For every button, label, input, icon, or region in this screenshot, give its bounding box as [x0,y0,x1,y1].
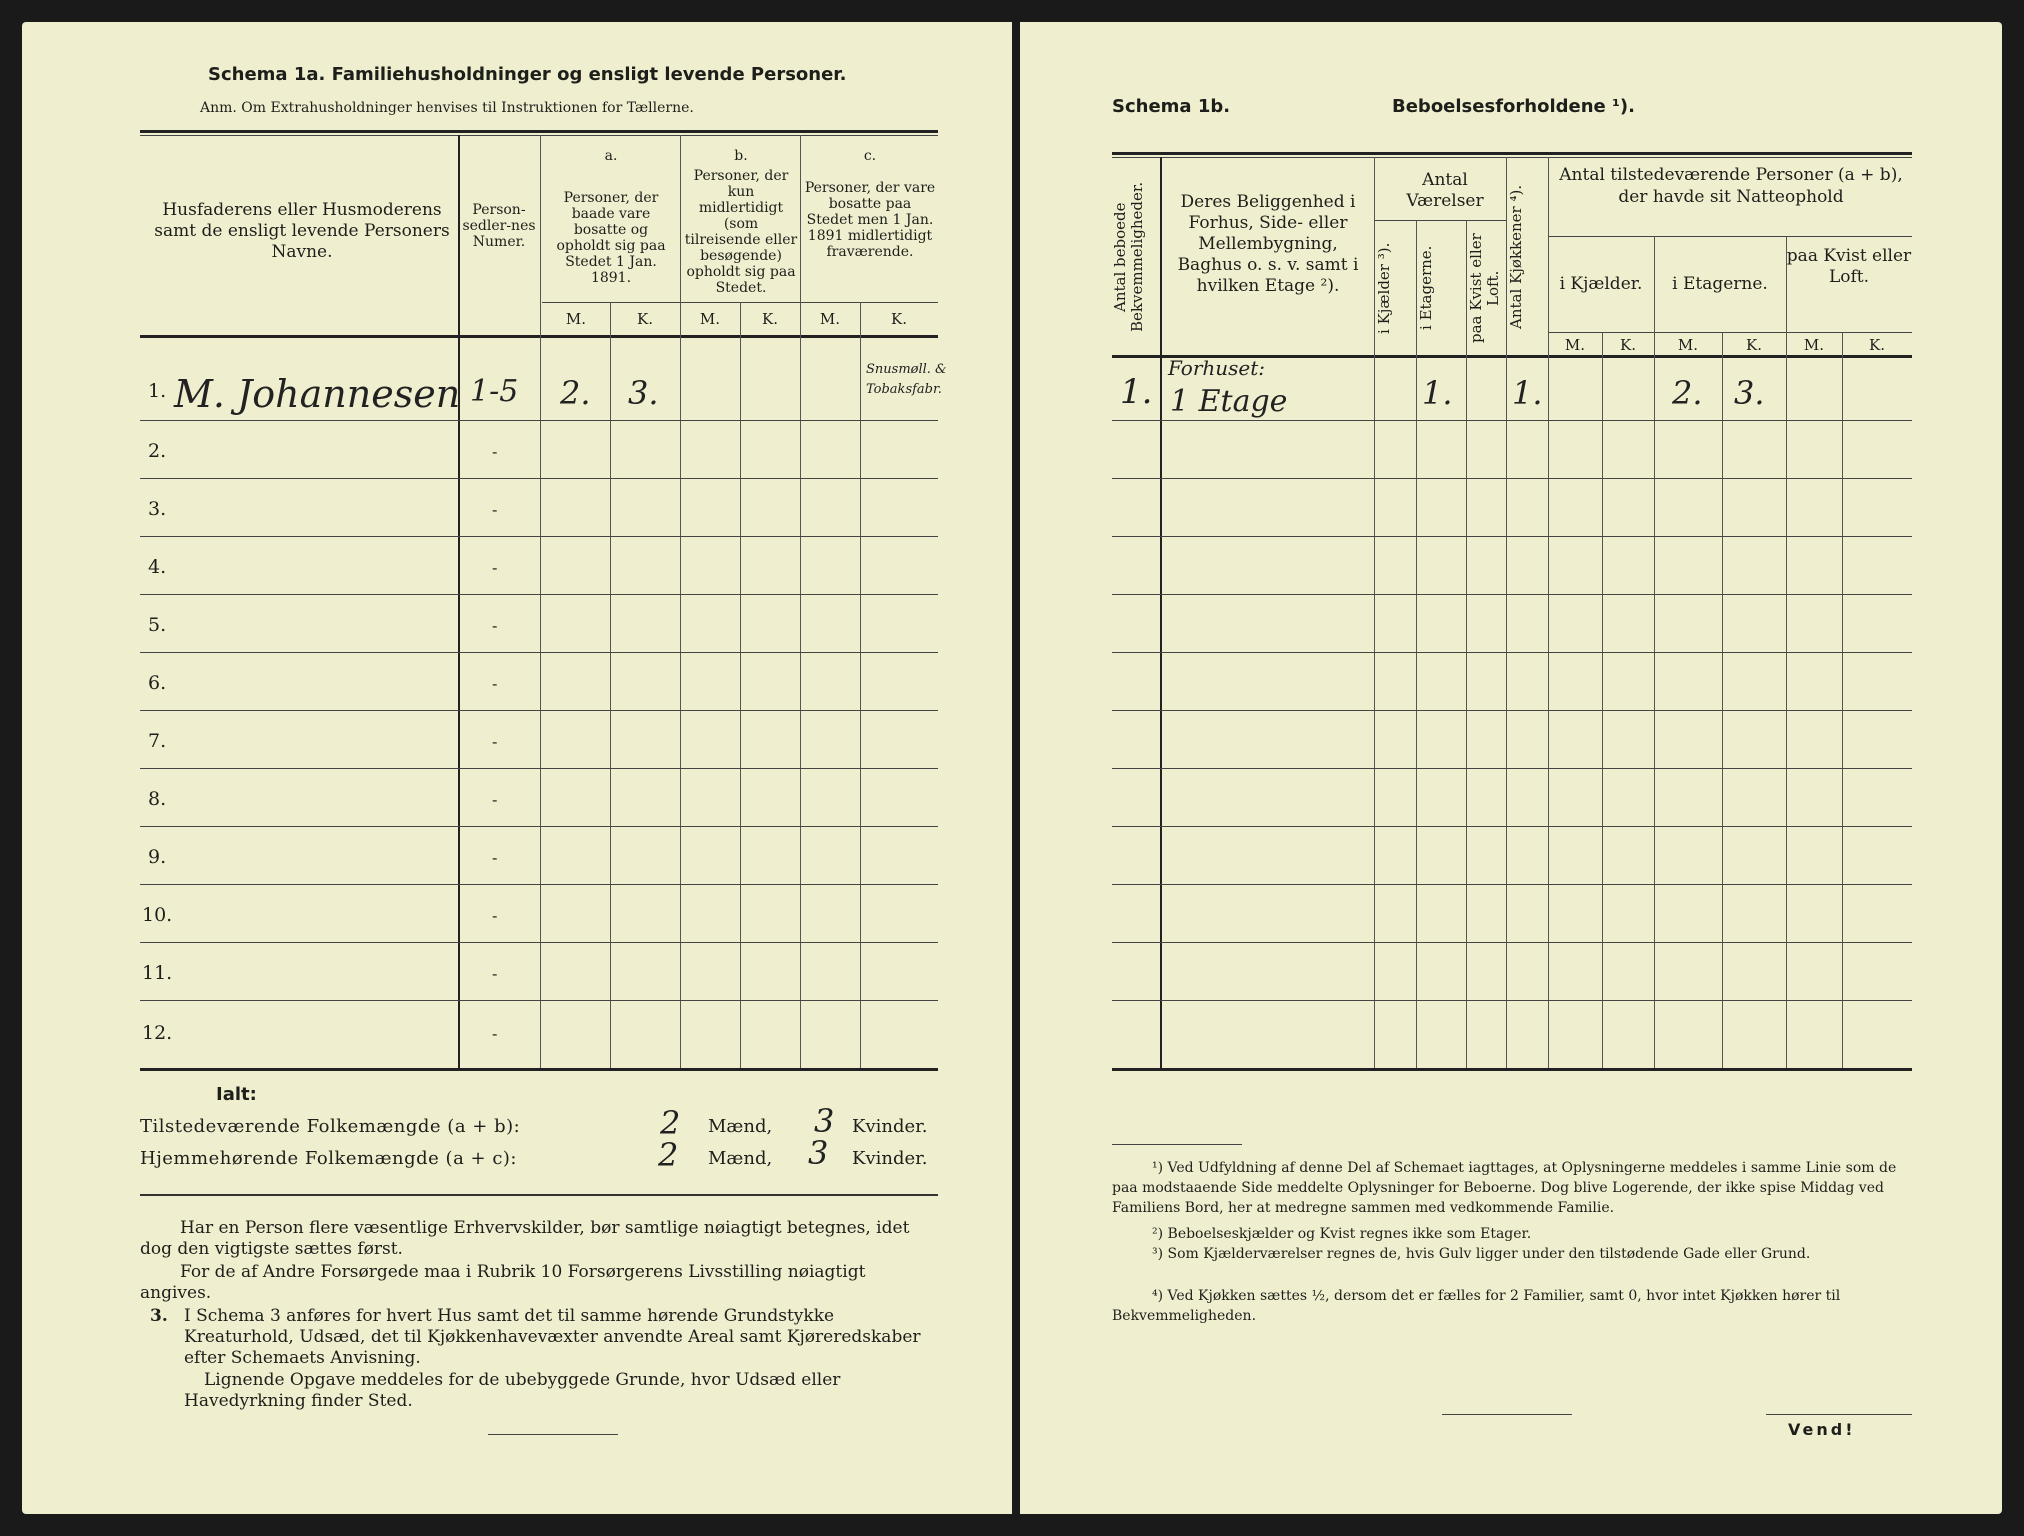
row-number: 7. [148,730,167,752]
row-number: 9. [148,846,167,868]
numer-dash: - [492,558,498,577]
entry-a-k: 3. [628,374,659,412]
header-b-letter: b. [734,148,748,164]
row-number: 8. [148,788,167,810]
header-numer: Person-sedler-nes Numer. [462,202,536,250]
row-number: 6. [148,672,167,694]
kvinder-label: Kvinder. [852,1116,928,1137]
tilst-label: Tilstedeværende Folkemængde (a + b): [140,1116,521,1137]
header-antal-vaerelser: Antal Værelser [1406,170,1484,211]
entry-etagerne-k: 3. [1734,374,1765,412]
row-number: 10. [142,904,173,926]
row-number: 3. [148,498,167,520]
anm-note: Anm. Om Extrahusholdninger henvises til Instruktionen for Tællerne. [200,100,694,116]
header-i-kjaelder: i Kjælder ³). [1375,242,1393,334]
schema-1a-title: Schema 1a. Familiehusholdninger og ensligt levende Personer. [208,64,847,85]
header-names: Husfaderens eller Husmoderens samt de ensligt levende Personers Navne. [154,200,450,262]
numer-dash: - [492,1024,498,1043]
tilst-maend-value: 2 [660,1104,681,1142]
numer-dash: - [492,848,498,867]
instruction-p3-number: 3. [150,1306,168,1326]
header-antal-personer: Antal tilstedeværende Personer (a + b), der havde sit Natteophold [1559,165,1903,207]
header-pers-paa-kvist: paa Kvist eller Loft. [1786,246,1912,287]
k-label: K. [891,310,907,328]
header-a: Personer, der baade vare bosatte og opholdt sig paa Stedet 1 Jan. 1891. [556,190,666,286]
instruction-p2: For de af Andre Forsørgede maa i Rubrik 10 Forsørgerens Livsstilling nøiagtigt angives. [140,1262,866,1303]
entry-antal: 1. [1120,372,1153,412]
header-pers-i-kjaelder: i Kjælder. [1559,274,1643,294]
m-label: M. [1677,336,1699,354]
row-number: 2. [148,440,167,462]
header-bottom-rule [140,335,938,338]
numer-dash: - [492,442,498,461]
left-page [22,22,1012,1514]
header-pers-i-etagerne: i Etagerne. [1672,274,1768,294]
col-divider [800,135,801,1070]
numer-dash: - [492,500,498,519]
header-paa-kvist: paa Kvist eller Loft. [1467,233,1502,343]
schema-1b-title: Schema 1b. [1112,96,1231,117]
footnote-1: ¹) Ved Udfyldning af denne Del af Schemaet iagttages, at Oplysningerne meddeles i samme Linie som de paa modstaaende Side meddelte Oplysninger for Beboerne. Dog blive Logerende, der ikke spise Middag ved Familiens Bord, her at medregne sammen med vedkommende Familie. [1112,1160,1897,1216]
entry-occupation-note: Snusmøll. & Tobaksfabr. [866,362,947,397]
header-b: Personer, der kun midlertidigt (som tilreisende eller besøgende) opholdt sig paa Stedet. [684,168,798,296]
entry-etagerne-m: 2. [1672,374,1703,412]
numer-dash: - [492,790,498,809]
table-top-rule-thin [140,135,938,136]
k-label: K. [1869,336,1885,354]
header-a-letter: a. [604,148,618,164]
col-divider [680,135,681,1070]
entry-beliggenhed-line2: 1 Etage [1170,384,1288,419]
vend-label: Vend! [1788,1420,1856,1439]
numer-dash: - [492,906,498,925]
entry-a-m: 2. [560,374,591,412]
k-label: K. [762,310,778,328]
hjem-label: Hjemmehørende Folkemængde (a + c): [140,1148,517,1169]
row-number: 5. [148,614,167,636]
kvinder-label: Kvinder. [852,1148,928,1169]
m-label: M. [819,310,841,328]
hjem-maend-value: 2 [658,1136,679,1174]
footnote-4: ⁴) Ved Kjøkken sættes ½, dersom det er fælles for 2 Familier, samt 0, hvor intet Kjøkken hører til Bekvemmeligheden. [1112,1288,1841,1324]
m-label: M. [1803,336,1825,354]
header-antal-kjokkener: Antal Kjøkkener ⁴). [1507,184,1525,330]
header-i-etagerne: i Etagerne. [1417,245,1435,331]
col-divider [540,135,541,1070]
maend-label: Mænd, [708,1148,773,1169]
row-number: 11. [142,962,173,984]
right-page [1020,22,2002,1514]
maend-label: Mænd, [708,1116,773,1137]
hjem-kvinder-value: 3 [808,1134,829,1172]
row-number: 4. [148,556,167,578]
k-label: K. [1620,336,1636,354]
instruction-p4: Lignende Opgave meddeles for de ubebyggede Grunde, hvor Udsæd eller Havedyrkning finder Sted. [184,1370,841,1411]
m-label: M. [1564,336,1586,354]
col-divider [860,302,861,1070]
entry-name: M. Johannesen [174,372,461,416]
m-label: M. [699,310,721,328]
ialt-label: Ialt: [216,1084,257,1105]
header-c: Personer, der vare bosatte paa Stedet men 1 Jan. 1891 midlertidigt fraværende. [804,180,936,260]
schema-1b-subtitle: Beboelsesforholdene ¹). [1392,96,1635,117]
col-divider [610,302,611,1070]
footnote-3: ³) Som Kjælderværelser regnes de, hvis Gulv ligger under den tilstødende Gade eller Grund. [1152,1246,1811,1262]
header-c-letter: c. [863,148,877,164]
numer-dash: - [492,616,498,635]
instruction-p1: Har en Person flere væsentlige Erhvervskilder, bør samtlige nøiagtigt betegnes, idet dog den vigtigste sættes først. [140,1218,910,1259]
row-number: 1. [148,380,167,402]
entry-numer: 1-5 [470,374,519,409]
numer-dash: - [492,732,498,751]
k-label: K. [637,310,653,328]
footnote-2: ²) Beboelseskjælder og Kvist regnes ikke som Etager. [1152,1226,1532,1242]
tilst-kvinder-value: 3 [814,1102,835,1140]
header-beliggenhed: Deres Beliggenhed i Forhus, Side- eller Mellembygning, Baghus o. s. v. samt i hvilken Etage ²). [1177,192,1359,296]
m-label: M. [565,310,587,328]
numer-dash: - [492,674,498,693]
col-divider [458,135,460,1070]
k-label: K. [1746,336,1762,354]
entry-etagerne: 1. [1422,374,1453,412]
numer-dash: - [492,964,498,983]
row-number: 12. [142,1022,173,1044]
table-top-rule [140,130,938,133]
instruction-p3: I Schema 3 anføres for hvert Hus samt det til samme hørende Grundstykke Kreaturhold, Udsæd, det til Kjøkkenhavevæxter anvendte Areal samt Kjøreredskaber efter Schemaets Anvisning. [184,1306,921,1368]
entry-beliggenhed-line1: Forhuset: [1168,356,1266,380]
entry-kjokken: 1. [1512,374,1543,412]
header-antal-bekvem: Antal beboede Bekvemmeligheder. [1111,181,1146,333]
col-divider [740,302,741,1070]
